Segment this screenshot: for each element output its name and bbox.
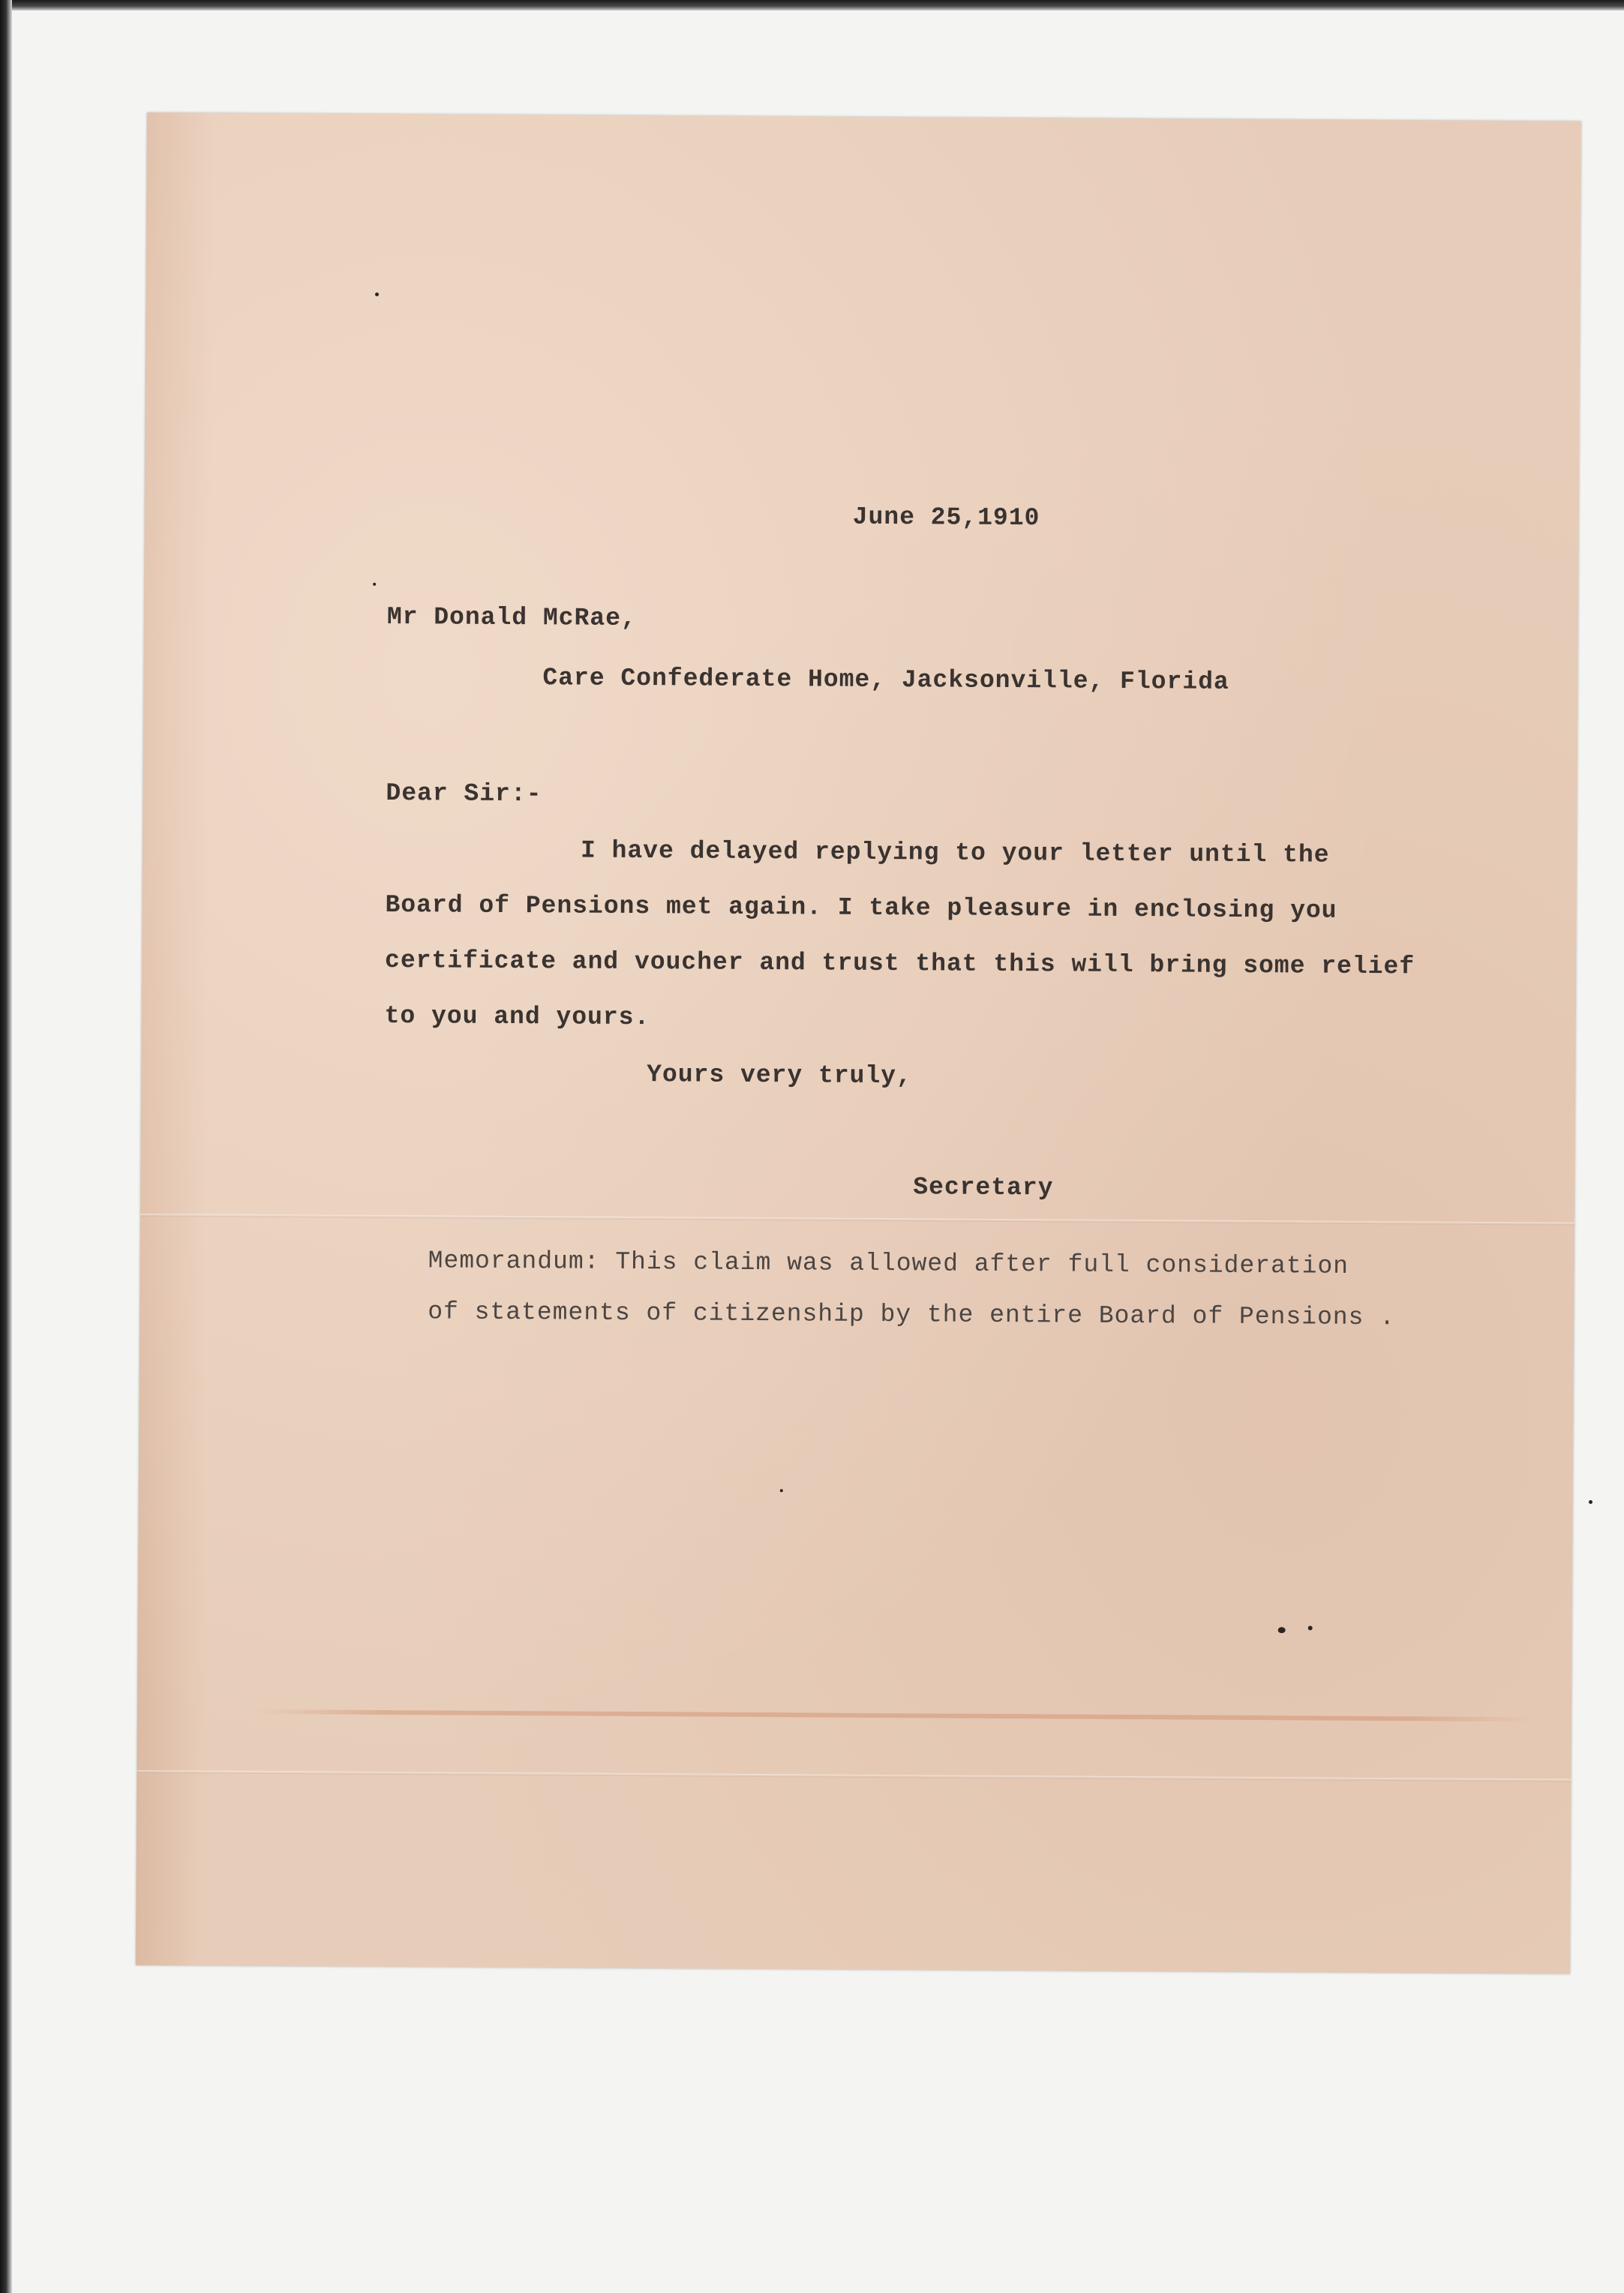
ink-speck bbox=[375, 293, 379, 296]
addressee-name: Mr Donald McRae, bbox=[386, 602, 637, 632]
paper-fold-line bbox=[137, 1770, 1571, 1782]
scan-edge-top bbox=[0, 0, 1624, 11]
ink-speck bbox=[1278, 1627, 1286, 1633]
letter-paper bbox=[136, 113, 1581, 1974]
addressee-address: Care Confederate Home, Jacksonville, Florida bbox=[542, 664, 1229, 696]
paper-stain-line bbox=[257, 1709, 1532, 1721]
body-line: I have delayed replying to your letter until the bbox=[580, 836, 1330, 869]
memorandum-line: Memorandum: This claim was allowed after full consideration bbox=[428, 1247, 1349, 1280]
closing: Yours very truly, bbox=[647, 1061, 912, 1091]
scan-edge-left bbox=[0, 0, 12, 2293]
memorandum-line: of statements of citizenship by the entire Board of Pensions . bbox=[428, 1298, 1396, 1332]
letter-date: June 25,1910 bbox=[852, 503, 1040, 533]
ink-speck bbox=[373, 583, 376, 586]
ink-speck bbox=[1589, 1500, 1592, 1504]
body-line: Board of Pensions met again. I take pleasure in enclosing you bbox=[385, 890, 1337, 925]
body-line: to you and yours. bbox=[384, 1001, 650, 1032]
paper-fold-line bbox=[140, 1214, 1574, 1226]
signature-title: Secretary bbox=[913, 1173, 1054, 1202]
body-line: certificate and voucher and trust that this will bring some relief bbox=[384, 946, 1415, 981]
ink-speck bbox=[1308, 1625, 1313, 1630]
salutation: Dear Sir:- bbox=[386, 779, 542, 809]
ink-speck bbox=[780, 1489, 783, 1492]
